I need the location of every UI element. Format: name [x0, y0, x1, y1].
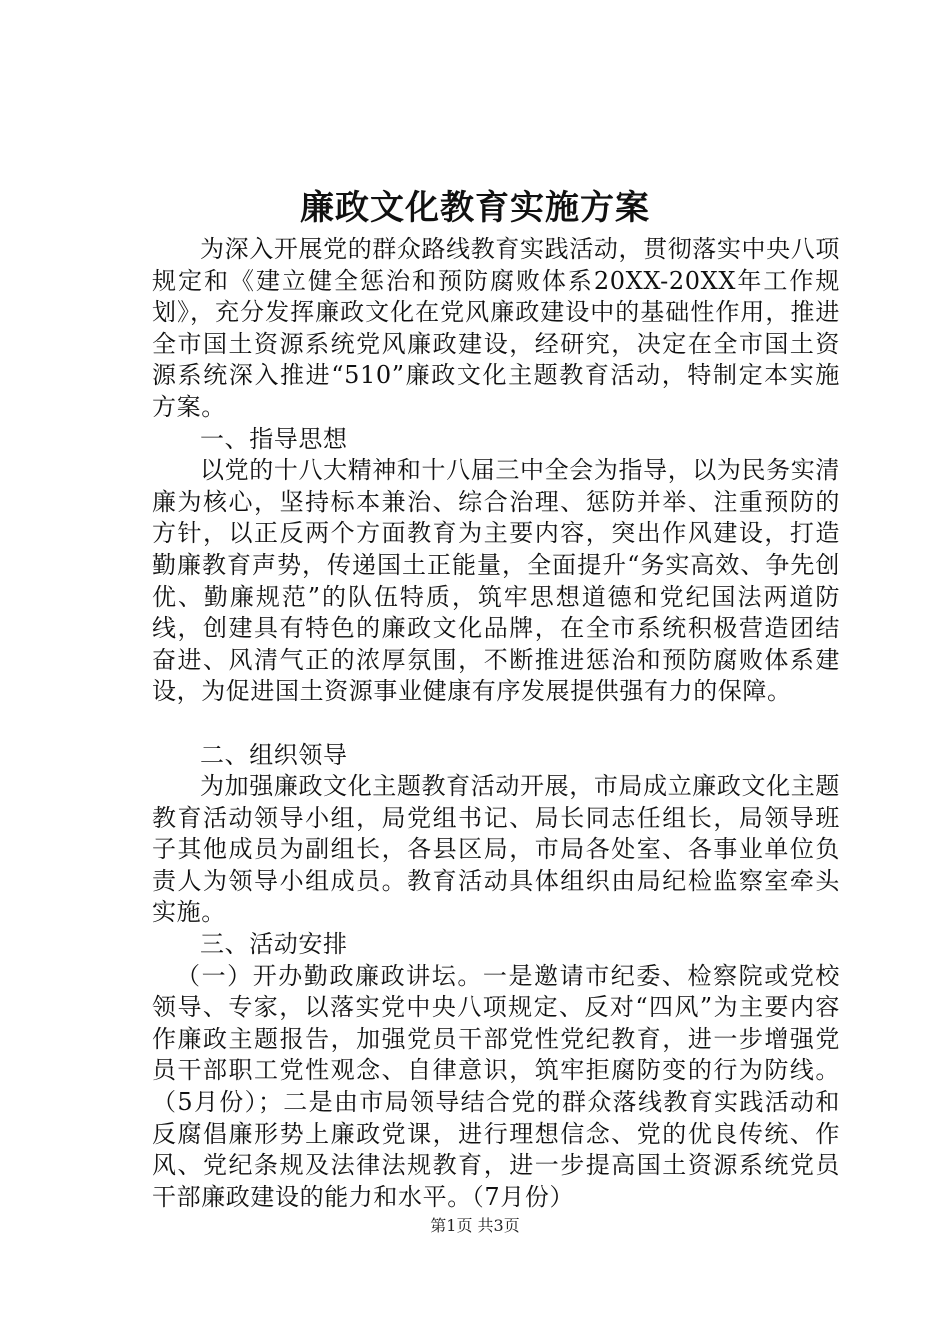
section-heading-leadership: 二、组织领导	[200, 740, 348, 769]
leadership-paragraph: 为加强廉政文化主题教育活动开展，市局成立廉政文化主题教育活动领导小组，局党组书记、局长同志任组长，局领导班子其他成员为副组长，各县区局，市局各处室、各事业单位负责人为领导小组成员。教育活动具体组织由局纪检监察室牵头实施。	[152, 772, 840, 927]
paragraph-spacer	[152, 708, 840, 740]
activity-paragraph-1: （一）开办勤政廉政讲坛。一是邀请市纪委、检察院或党校领导、专家，以落实党中央八项规定、反对“四风”为主要内容作廉政主题报告，加强党员干部党性党纪教育，进一步增强党员干部职工党性观念、自律意识，筑牢拒腐防变的行为防线。（5月份）；二是由市局领导结合党的群众落线教育实践活动和反腐倡廉形势上廉政党课，进行理想信念、党的优良传统、作风、党纪条规及法律法规教育，进一步提高国土资源系统党员干部廉政建设的能力和水平。（7月份）	[152, 961, 840, 1211]
intro-paragraph: 为深入开展党的群众路线教育实践活动，贯彻落实中央八项规定和《建立健全惩治和预防腐败体系20XX-20XX年工作规划》，充分发挥廉政文化在党风廉政建设中的基础性作用，推进全市国土资源系统党风廉政建设，经研究，决定在全市国土资源系统深入推进“510”廉政文化主题教育活动，特制定本实施方案。	[152, 235, 840, 421]
guiding-paragraph: 以党的十八大精神和十八届三中全会为指导，以为民务实清廉为核心，坚持标本兼治、综合治理、惩防并举、注重预防的方针，以正反两个方面教育为主要内容，突出作风建设，打造勤廉教育声势，传递国土正能量，全面提升“务实高效、争先创优、勤廉规范”的队伍特质，筑牢思想道德和党纪国法两道防线，创建具有特色的廉政文化品牌，在全市系统积极营造团结奋进、风清气正的浓厚氛围，不断推进惩治和预防腐败体系建设，为促进国土资源事业健康有序发展提供强有力的保障。	[152, 456, 840, 706]
document-title: 廉政文化教育实施方案	[300, 188, 650, 228]
document-body	[152, 234, 840, 1213]
page-footer: 第1页 共3页	[430, 1216, 520, 1235]
section-heading-activities: 三、活动安排	[200, 930, 348, 959]
section-heading-guiding: 一、指导思想	[200, 424, 348, 453]
